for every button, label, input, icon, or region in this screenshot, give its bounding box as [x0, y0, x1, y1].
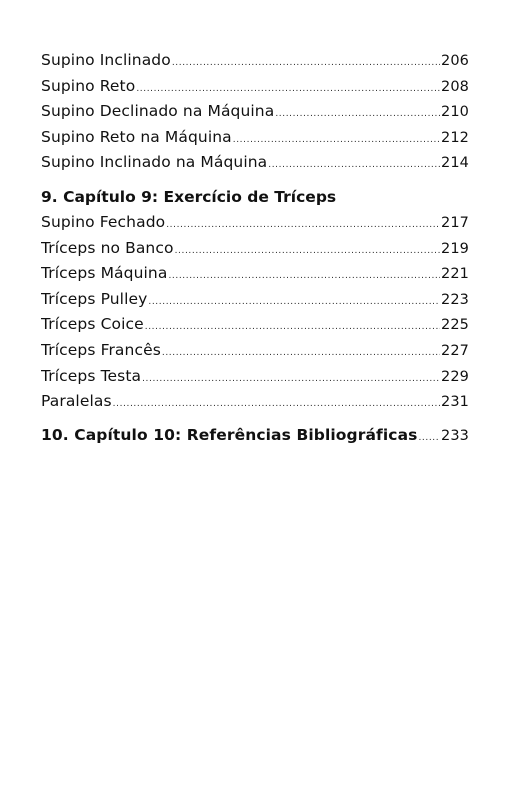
toc-entry-title: Tríceps no Banco: [41, 238, 174, 257]
table-of-contents: [41, 48, 469, 448]
toc-entry-page: 208: [441, 78, 469, 95]
toc-entry-paralelas: [41, 389, 469, 415]
dot-leader: [136, 77, 440, 100]
toc-entry-page: 233: [441, 427, 469, 444]
dot-leader: [168, 264, 440, 287]
dot-leader: [275, 102, 440, 125]
toc-entry-title: Supino Reto: [41, 76, 136, 95]
dot-leader: [145, 315, 440, 338]
dot-leader: [166, 213, 440, 236]
dot-leader: [148, 290, 440, 313]
toc-entry-triceps-pulley: [41, 287, 469, 313]
toc-entry-triceps-coice: [41, 312, 469, 338]
toc-entry-page: 225: [441, 317, 469, 334]
toc-entry-page: 206: [441, 53, 469, 69]
toc-entry-supino-inclinado: [41, 48, 469, 74]
toc-entry-page: 217: [441, 214, 469, 231]
toc-entry-triceps-maquina: [41, 261, 469, 287]
toc-entry-title: Supino Inclinado na Máquina: [41, 153, 268, 172]
toc-entry-page: 221: [441, 266, 469, 283]
toc-entry-triceps-frances: [41, 338, 469, 364]
toc-entry-page: 229: [441, 368, 469, 385]
toc-entry-title: Supino Fechado: [41, 212, 166, 231]
toc-entry-page: 212: [441, 129, 469, 146]
dot-leader: [268, 153, 440, 176]
toc-entry-supino-reto-maquina: [41, 125, 469, 151]
toc-entry-page: 227: [441, 342, 469, 359]
toc-entry-page: 219: [441, 240, 469, 257]
dot-leader: [113, 392, 440, 415]
toc-entry-triceps-banco: [41, 236, 469, 262]
toc-entry-page: 223: [441, 291, 469, 308]
toc-entry-title: Tríceps Testa: [41, 366, 142, 385]
chapter-heading-10: [41, 423, 469, 449]
toc-entry-page: 231: [441, 394, 469, 411]
toc-entry-page: 214: [441, 155, 469, 172]
toc-entry-title: Tríceps Francês: [41, 340, 161, 359]
toc-entry-title: Paralelas: [41, 392, 112, 411]
dot-leader: [233, 128, 440, 151]
toc-entry-supino-reto: [41, 74, 469, 100]
toc-entry-title: Tríceps Pulley: [41, 289, 148, 308]
toc-entry-title: Supino Reto na Máquina: [41, 127, 232, 146]
toc-entry-supino-fechado: [41, 210, 469, 236]
toc-entry-triceps-testa: [41, 364, 469, 390]
dot-leader: [142, 367, 440, 390]
toc-entry-supino-inclinado-maquina: [41, 150, 469, 176]
toc-entry-page: 210: [441, 104, 469, 121]
dot-leader: [162, 341, 440, 364]
toc-entry-title: Tríceps Coice: [41, 315, 144, 334]
toc-entry-title: Supino Inclinado: [41, 51, 171, 69]
dot-leader: [418, 426, 440, 449]
toc-entry-title: Tríceps Máquina: [41, 264, 168, 283]
chapter-heading-9: 9. Capítulo 9: Exercício de Tríceps: [41, 187, 337, 206]
toc-entry-title: 10. Capítulo 10: Referências Bibliográficas: [41, 425, 418, 444]
toc-entry-title: Supino Declinado na Máquina: [41, 102, 275, 121]
dot-leader: [175, 239, 440, 262]
toc-entry-supino-declinado-maquina: [41, 99, 469, 125]
dot-leader: [172, 51, 440, 74]
